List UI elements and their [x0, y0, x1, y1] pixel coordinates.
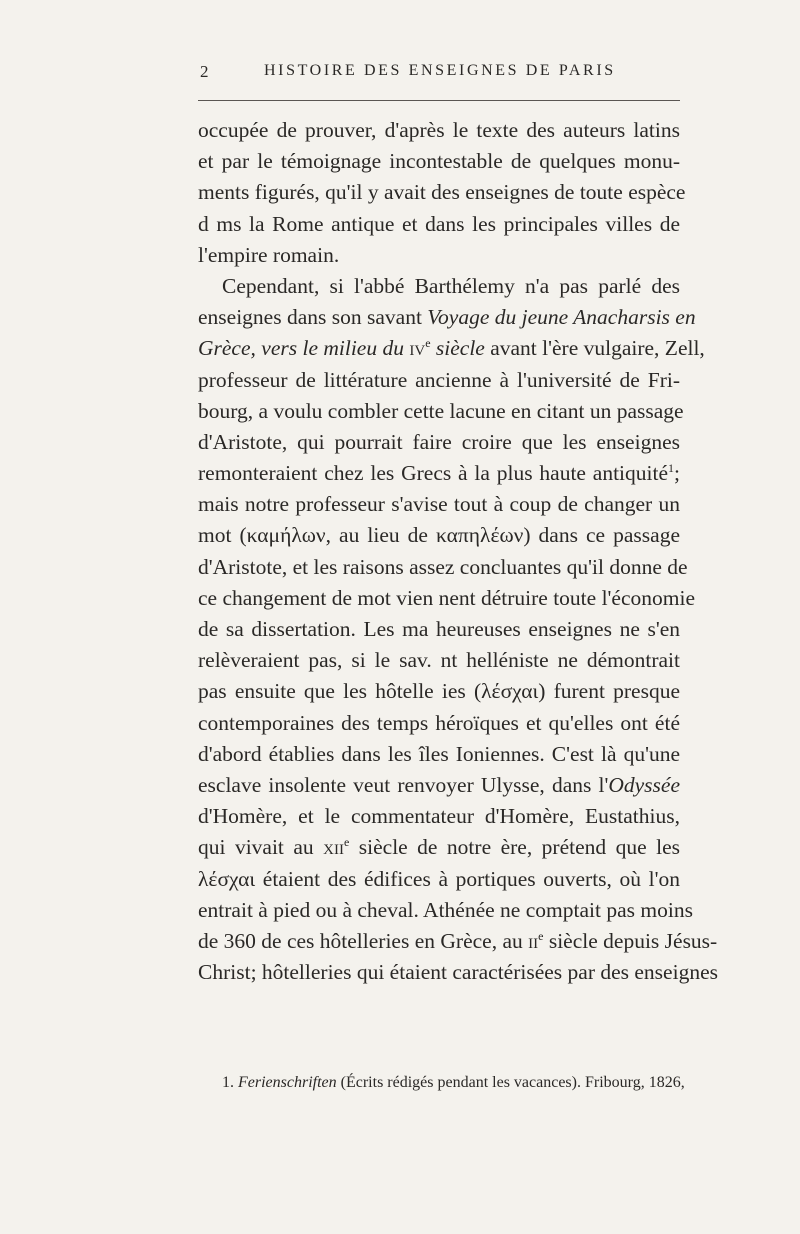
text-line: relèveraient pas, si le sav. nt helléniste ne démontrait [198, 648, 680, 673]
text-line: ments figurés, qu'il y avait des enseignes de toute espèce [198, 180, 686, 205]
text-line: mot (καμήλων, au lieu de καπηλέων) dans ce passage [198, 523, 680, 548]
text-line: contemporaines des temps héroïques et qu'elles ont été [198, 710, 680, 735]
running-title: HISTOIRE DES ENSEIGNES DE PARIS [264, 62, 616, 79]
text-line [198, 333, 705, 364]
header-rule [198, 100, 680, 101]
text-run: esclave insolente veut renvoyer Ulysse, dans l' [198, 772, 609, 797]
page-header [200, 56, 678, 86]
footnote-ref[interactable]: 1 [668, 460, 675, 475]
superscript: e [343, 835, 350, 850]
text-line: mais notre professeur s'avise tout à coup de changer un [198, 492, 680, 517]
footnote [222, 1074, 685, 1092]
text-run: qui vivait au [198, 835, 314, 860]
text-line [198, 832, 680, 863]
superscript: e [425, 336, 431, 351]
text-line: de sa dissertation. Les ma heureuses enseignes ne s'en [198, 617, 680, 641]
text-run: siècle de notre ère, prétend que les [358, 835, 680, 860]
century-numeral [409, 336, 430, 360]
numeral: xii [323, 835, 344, 860]
text-line: ce changement de mot vien nent détruire toute l'économie [198, 585, 695, 610]
text-run: avant l'ère vulgaire, Zell, [490, 336, 705, 361]
century-numeral [528, 929, 543, 953]
text-line: d'Homère, et le commentateur d'Homère, Eustathius, [198, 804, 680, 829]
text-line: professeur de littérature ancienne à l'université de Fri- [198, 367, 680, 392]
text-line: occupée de prouver, d'après le texte des auteurs latins [198, 118, 680, 142]
text-line: d'Aristote, qui pourrait faire croire que les enseignes [198, 429, 680, 454]
footnote-number: 1. [222, 1074, 234, 1091]
text-line: Christ; hôtelleries qui étaient caractérisées par des enseignes [198, 960, 718, 985]
text-line: l'empire romain. [198, 242, 340, 267]
text-line: entrait à pied ou à cheval. Athénée ne comptait pas moins [198, 897, 693, 922]
text-line: Cependant, si l'abbé Barthélemy n'a pas parlé des [222, 273, 680, 298]
text-line: et par le témoignage incontestable de quelques monu- [198, 149, 680, 174]
text-run: remonteraient chez les Grecs à la plus haute antiquité [198, 461, 669, 486]
text-run: de 360 de ces hôtelleries en Grèce, au [198, 928, 523, 953]
body-text [198, 115, 718, 988]
text-line [198, 926, 718, 957]
text-line: d'abord établies dans les îles Ioniennes. C'est là qu'une [198, 741, 680, 766]
book-title: Odyssée [608, 772, 680, 797]
footnote-text: (Écrits rédigés pendant les vacances). Fribourg, 1826, [340, 1074, 685, 1091]
text-line: pas ensuite que les hôtelle ies (λέσχαι) furent presque [198, 679, 680, 704]
footnote-title: Ferienschriften [238, 1074, 337, 1091]
superscript: e [538, 928, 544, 943]
text-line [198, 770, 680, 801]
numeral: ii [528, 928, 539, 953]
text-line: λέσχαι étaient des édifices à portiques ouverts, où l'on [198, 866, 680, 891]
text-line [198, 302, 696, 333]
page-number: 2 [200, 62, 209, 81]
text-run: siècle depuis Jésus- [548, 928, 718, 953]
text-run: enseignes dans son savant [198, 305, 422, 330]
book-title: Voyage du jeune Anacharsis en [427, 305, 696, 330]
text-run: ; [674, 461, 680, 486]
book-title: siècle [435, 336, 485, 361]
text-line: bourg, a voulu combler cette lacune en citant un passage [198, 398, 684, 423]
century-numeral [323, 835, 349, 859]
text-line: d'Aristote, et les raisons assez concluantes qu'il donne de [198, 554, 688, 579]
book-title: Grèce, vers le milieu du [198, 336, 404, 361]
text-line: d ms la Rome antique et dans les principales villes de [198, 211, 680, 236]
text-line [198, 458, 680, 489]
numeral: iv [409, 336, 426, 361]
